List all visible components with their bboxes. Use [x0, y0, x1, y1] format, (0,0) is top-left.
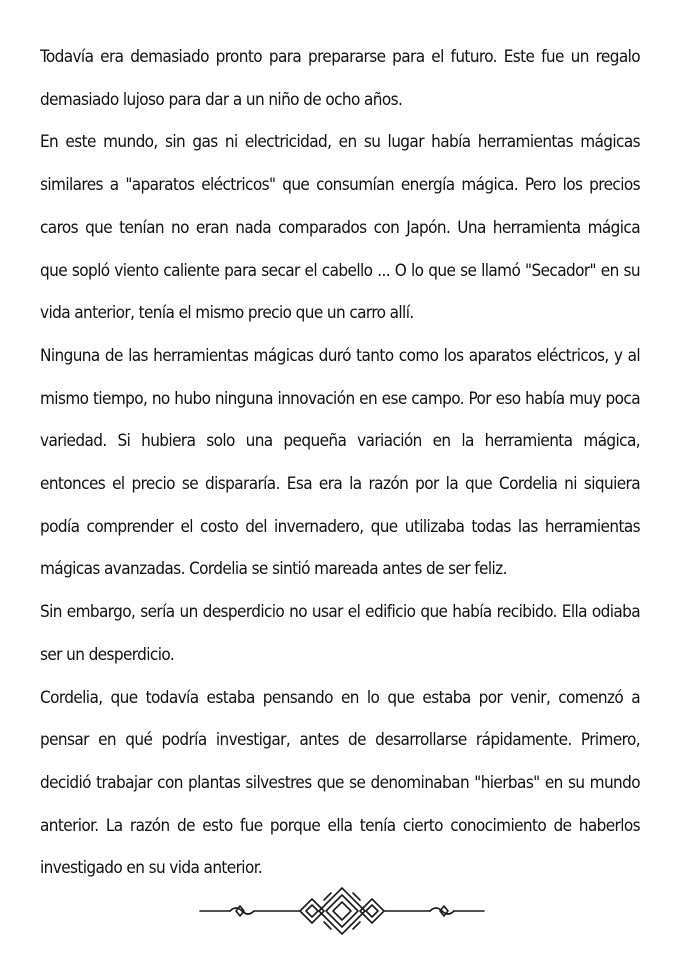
paragraph-3: Ninguna de las herramientas mágicas duró tanto como los aparatos eléctricos, y al mismo tiempo, no hubo ninguna innovación en ese campo. Por eso había muy poca variedad. Si hubiera solo una pequeña variación en la herramienta mágica, entonces el precio se dispararía. Esa era la razón por la que Cordelia ni siquiera podía comprender el costo del invernadero, que utilizaba todas las herramientas mágicas avanzadas. Cordelia se sintió mareada antes de ser feliz. — [40, 345, 640, 580]
text-body — [40, 36, 640, 890]
celtic-knot-divider-icon — [196, 884, 488, 938]
paragraph-1: Todavía era demasiado pronto para prepararse para el futuro. Este fue un regalo demasiado lujoso para dar a un niño de ocho años. — [40, 47, 640, 110]
paragraph-2: En este mundo, sin gas ni electricidad, en su lugar había herramientas mágicas similares a "aparatos eléctricos" que consumían energía mágica. Pero los precios caros que tenían no eran nada comparados con Japón. Una herramienta mágica que sopló viento caliente para secar el cabello ... O lo que se llamó "Secador" en su vida anterior, tenía el mismo precio que un carro allí. — [40, 132, 640, 324]
paragraph-5: Cordelia, que todavía estaba pensando en lo que estaba por venir, comenzó a pensar en qué podría investigar, antes de desarrollarse rápidamente. Primero, decidió trabajar con plantas silvestres que se denominaban "hierbas" en su mundo anterior. La razón de esto fue porque ella tenía cierto conocimiento de haberlos investigado en su vida anterior. — [40, 687, 640, 879]
paragraph-4: Sin embargo, sería un desperdicio no usar el edificio que había recibido. Ella odiaba ser un desperdicio. — [40, 602, 640, 665]
